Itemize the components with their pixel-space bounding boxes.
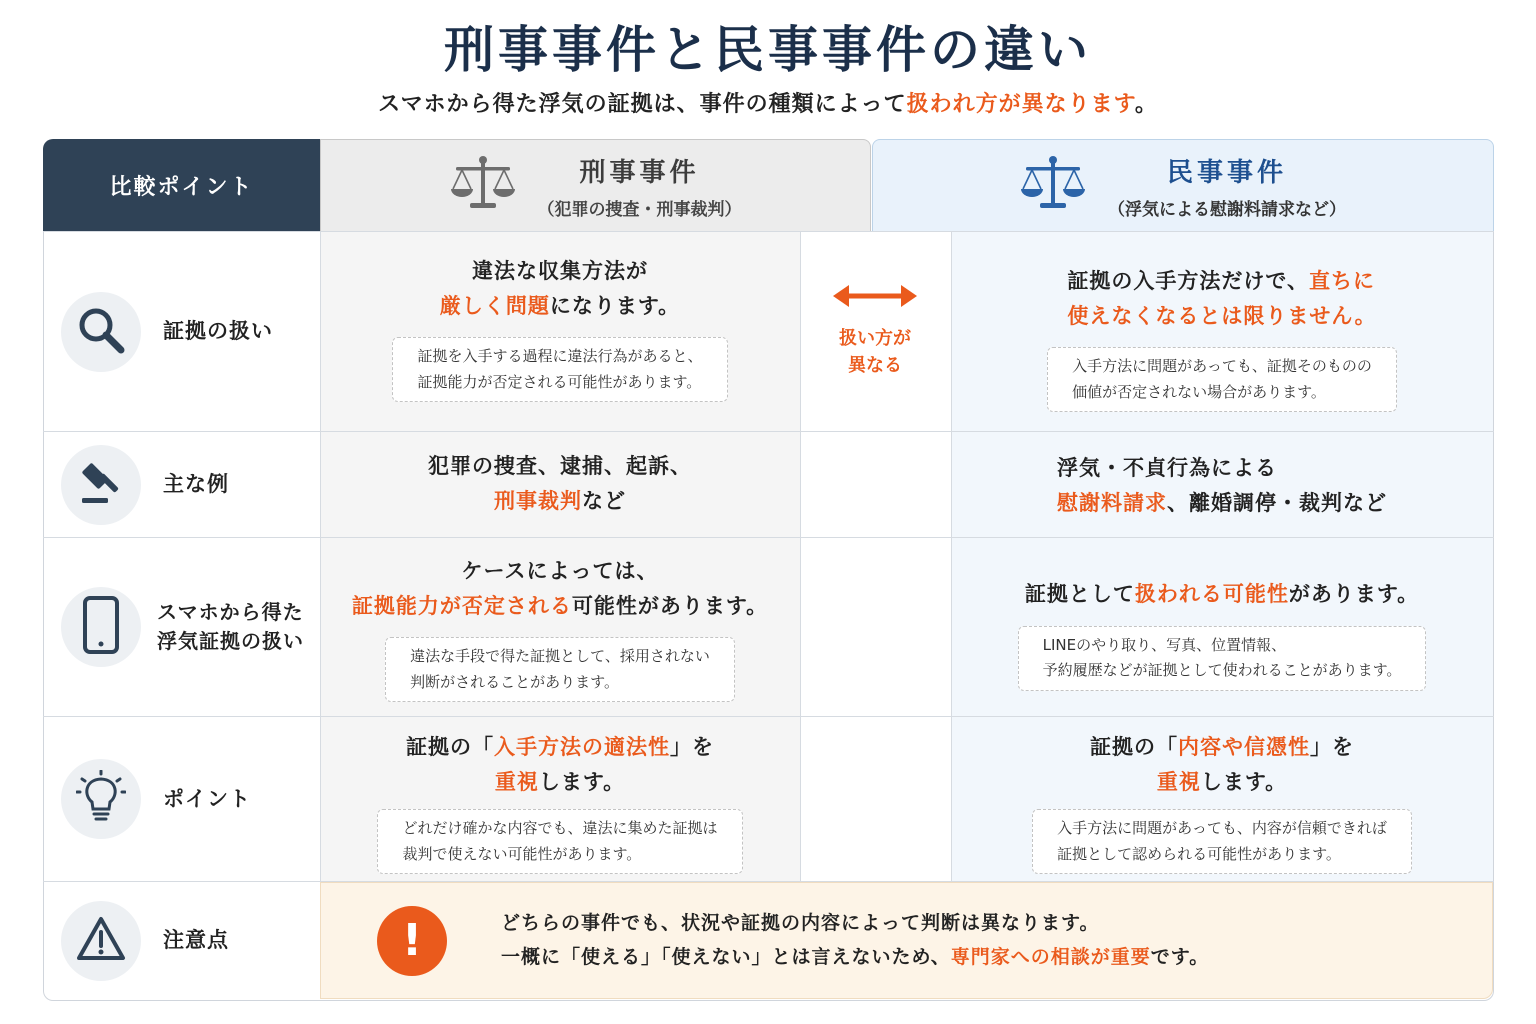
gavel-icon — [76, 458, 126, 512]
scales-icon — [450, 155, 516, 217]
criminal-evidence-handling: 違法な収集方法が 厳しく問題になります。 証拠を入手する過程に違法行為があると、 証拠能力が否定される可能性があります。 — [320, 254, 800, 402]
civil-main-examples: 浮気・不貞行為による 慰謝料請求、離婚調停・裁判など — [1057, 456, 1387, 515]
caution-box: ! どちらの事件でも、状況や証拠の内容によって判断は異なります。 一概に「使える」「使えない」とは言えないため、専門家への相談が重要です。 — [320, 882, 1493, 999]
row-label-main-examples — [43, 432, 320, 537]
civil-subtitle: （浮気による慰謝料請求など） — [1108, 199, 1346, 220]
criminal-note: どれだけ確かな内容でも、違法に集めた証拠は 裁判で使えない可能性があります。 — [377, 809, 742, 874]
page-subtitle: スマホから得た浮気の証拠は、事件の種類によって扱われ方が異なります。 — [378, 92, 1158, 117]
criminal-note: 違法な手段で得た証拠として、採用されない 判断がされることがあります。 — [385, 637, 735, 702]
criminal-title: 刑事事件 — [579, 157, 700, 188]
row-label: スマホから得た 浮気証拠の扱い — [157, 600, 304, 653]
warning-triangle-icon — [76, 916, 126, 966]
magnifier-icon — [76, 305, 126, 359]
criminal-point: 証拠の「入手方法の適法性」を 重視します。 どれだけ確かな内容でも、違法に集めた証拠は 裁判で使えない可能性があります。 — [320, 730, 800, 874]
row-label-point — [43, 717, 320, 881]
page-title: 刑事事件と民事事件の違い — [444, 21, 1092, 79]
header-criminal — [320, 139, 871, 231]
subtitle-emphasis: 扱われ方が異なります — [906, 92, 1135, 117]
row-label-smartphone-evidence — [43, 538, 320, 716]
header-comparison-point: 比較ポイント — [43, 139, 320, 231]
criminal-subtitle: （犯罪の捜査・刑事裁判） — [537, 199, 742, 220]
civil-smartphone-evidence: 証拠として扱われる可能性があります。 LINEのやり取り、写真、位置情報、 予約履歴などが証拠として使われることがあります。 — [951, 577, 1493, 691]
double-arrow-icon — [833, 283, 917, 313]
civil-evidence-handling: 証拠の入手方法だけで、直ちに 使えなくなるとは限りません。 入手方法に問題があっても、証拠そのものの 価値が否定されない場合があります。 — [951, 264, 1493, 412]
criminal-main-examples: 犯罪の捜査、逮捕、起訴、 刑事裁判など — [428, 454, 692, 513]
exclamation-icon: ! — [377, 906, 447, 976]
row-label: 証拠の扱い — [163, 319, 273, 344]
scales-icon — [1020, 155, 1086, 217]
civil-note: 入手方法に問題があっても、証拠そのものの 価値が否定されない場合があります。 — [1047, 347, 1397, 412]
row-label: 注意点 — [163, 928, 229, 953]
criminal-smartphone-evidence: ケースによっては、 証拠能力が否定される可能性があります。 違法な手段で得た証拠として、採用されない 判断がされることがあります。 — [320, 554, 800, 702]
lightbulb-icon — [76, 770, 126, 828]
civil-note: 入手方法に問題があっても、内容が信頼できれば 証拠として認められる可能性があります。 — [1032, 809, 1412, 874]
criminal-note: 証拠を入手する過程に違法行為があると、 証拠能力が否定される可能性があります。 — [392, 337, 727, 402]
civil-note: LINEのやり取り、写真、位置情報、 予約履歴などが証拠として使われることがあります。 — [1018, 626, 1427, 691]
row-label-caution — [43, 882, 320, 999]
comparison-arrow: 扱い方が 異なる — [800, 232, 950, 430]
header-civil — [872, 139, 1494, 231]
row-label-evidence-handling — [43, 232, 320, 431]
civil-point: 証拠の「内容や信憑性」を 重視します。 入手方法に問題があっても、内容が信頼できれば 証拠として認められる可能性があります。 — [951, 730, 1493, 874]
row-label: 主な例 — [163, 472, 229, 497]
smartphone-icon — [81, 596, 121, 658]
civil-title: 民事事件 — [1166, 157, 1287, 188]
row-label: ポイント — [163, 786, 251, 811]
